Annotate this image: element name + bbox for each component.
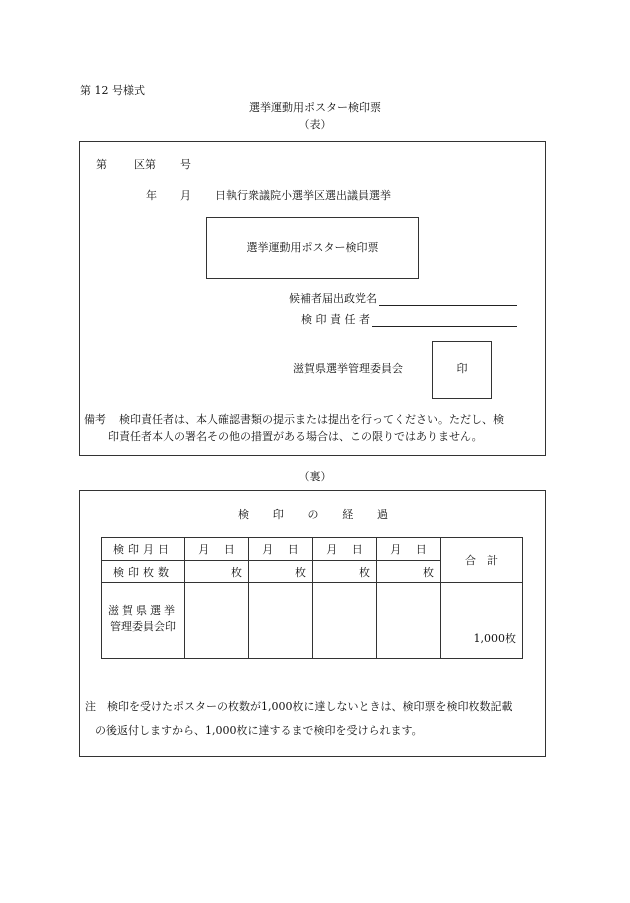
- committee-name: 滋賀県選挙管理委員会: [293, 362, 403, 375]
- remark-label: 備考: [84, 413, 106, 426]
- note-line-1: 検印を受けたポスターの枚数が1,000枚に達しないときは、検印票を検印枚数記載: [107, 700, 513, 713]
- date-cell[interactable]: 月 日: [313, 538, 377, 561]
- heading-char: の: [307, 508, 319, 521]
- form-number: 第 12 号様式: [80, 84, 145, 97]
- count-cell[interactable]: 枚: [185, 561, 249, 583]
- responsible-line[interactable]: [372, 326, 517, 327]
- seal-cell[interactable]: [249, 583, 313, 659]
- date-year: 年: [146, 189, 157, 202]
- total-label: 合 計: [441, 538, 523, 583]
- count-cell[interactable]: 枚: [377, 561, 441, 583]
- seal-cell[interactable]: [313, 583, 377, 659]
- responsible-label: 検 印 責 任 者: [301, 313, 370, 326]
- date-cell[interactable]: 月 日: [249, 538, 313, 561]
- number-gou: 号: [180, 158, 191, 171]
- note-label: 注: [85, 700, 96, 713]
- count-cell[interactable]: 枚: [313, 561, 377, 583]
- heading-char: 印: [272, 508, 284, 521]
- seal-cell[interactable]: [185, 583, 249, 659]
- stamp-area-text: 選挙運動用ポスター検印票: [246, 241, 379, 254]
- candidate-party-label: 候補者届出政党名: [289, 292, 377, 305]
- remark-line-2: 印責任者本人の署名その他の措置がある場合は、この限りではありません。: [108, 430, 483, 443]
- stamp-history-heading: [238, 508, 388, 522]
- count-cell[interactable]: 枚: [249, 561, 313, 583]
- total-value: 1,000枚: [441, 583, 523, 659]
- seal-text: 印: [456, 362, 468, 375]
- row-label-count: 検印枚数: [102, 561, 185, 583]
- number-ku-dai: 区第: [134, 158, 156, 171]
- election-name: 日執行衆議院小選挙区選出議員選挙: [215, 189, 391, 202]
- heading-char: 経: [342, 508, 354, 521]
- remark-line-1: 検印責任者は、本人確認書類の提示または提出を行ってください。ただし、検: [119, 413, 504, 426]
- heading-char: 過: [377, 508, 388, 521]
- date-cell[interactable]: 月 日: [185, 538, 249, 561]
- number-dai: 第: [96, 158, 107, 171]
- date-month: 月: [180, 189, 191, 202]
- heading-char: 検: [238, 508, 249, 521]
- candidate-party-line[interactable]: [379, 305, 517, 306]
- stamp-history-table: [101, 537, 523, 659]
- back-label: （裏）: [298, 470, 332, 483]
- seal-cell[interactable]: [377, 583, 441, 659]
- front-label: （表）: [298, 118, 332, 131]
- note-line-2: の後返付しますから、1,000枚に達するまで検印を受けられます。: [95, 724, 423, 737]
- row-label-date: 検印月日: [102, 538, 185, 561]
- date-cell[interactable]: 月 日: [377, 538, 441, 561]
- page-title: 選挙運動用ポスター検印票: [249, 101, 381, 114]
- row-label-seal: 滋賀県選挙 管理委員会印: [102, 583, 185, 659]
